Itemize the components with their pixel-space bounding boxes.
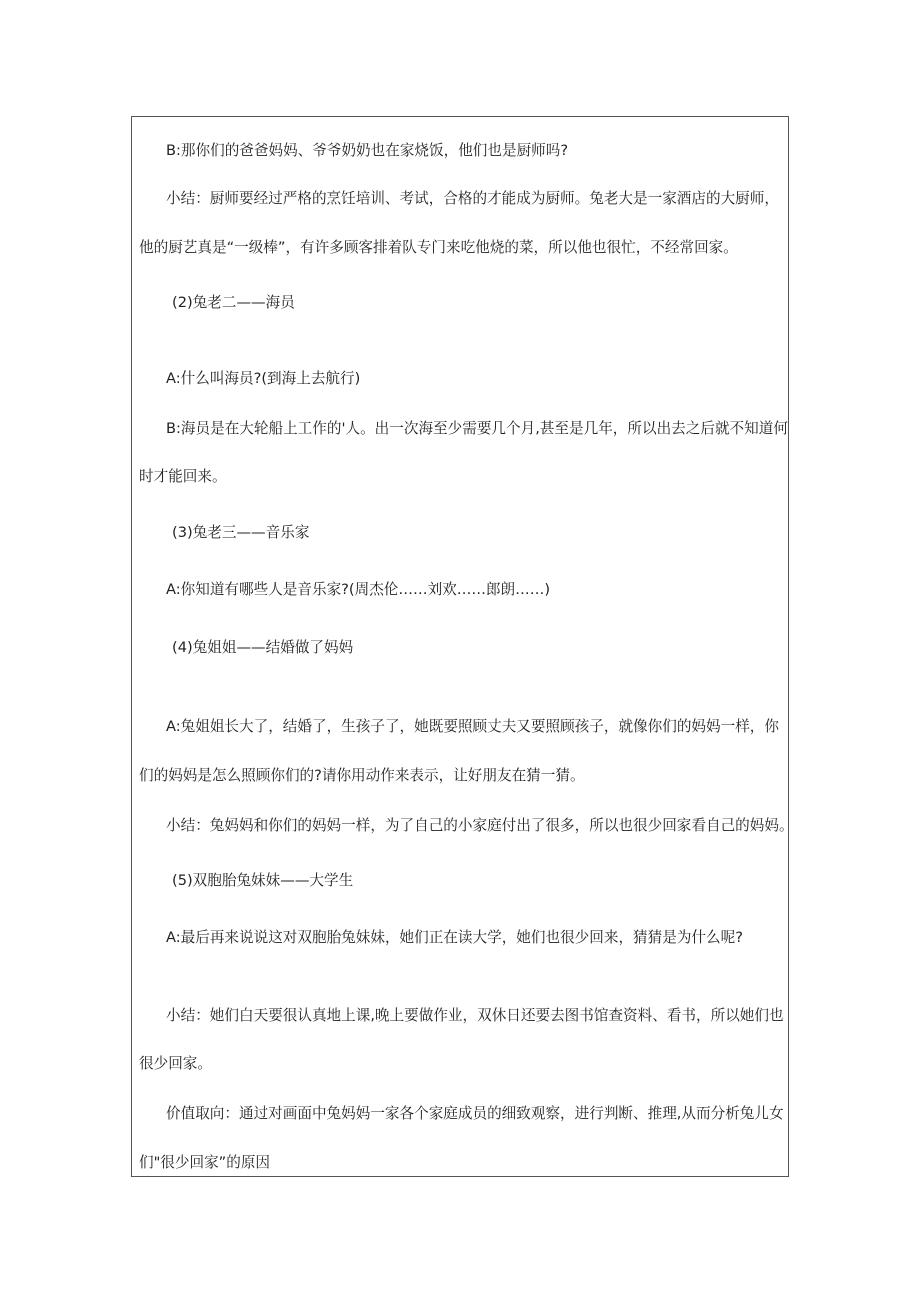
value-orientation-line-continued: 们"很少回家”的原因 bbox=[139, 1154, 271, 1171]
summary-line: 小结：兔妈妈和你们的妈妈一样，为了自己的小家庭付出了很多，所以也很少回家看自己的妈妈。 bbox=[166, 817, 794, 834]
question-line: A:兔姐姐长大了，结婚了，生孩子了，她既要照顾丈夫又要照顾孩子，就像你们的妈妈一样，你 bbox=[166, 718, 779, 735]
section-heading: (2)兔老二——海员 bbox=[172, 294, 295, 311]
section-heading: (5)双胞胎兔妹妹——大学生 bbox=[172, 872, 354, 889]
paragraph-line: B:海员是在大轮船上工作的'人。出一次海至少需要几个月,甚至是几年，所以出去之后就不知道何 bbox=[166, 420, 788, 437]
question-line: A:最后再来说说这对双胞胎兔妹妹，她们正在读大学，她们也很少回来，猜猜是为什么呢? bbox=[166, 929, 743, 946]
question-line: A:你知道有哪些人是音乐家?(周杰伦……刘欢……郎朗……) bbox=[166, 581, 551, 598]
summary-line-continued: 很少回家。 bbox=[139, 1055, 212, 1072]
question-line: A:什么叫海员?(到海上去航行) bbox=[166, 370, 361, 387]
summary-line-continued: 他的厨艺真是“一级棒”，有许多顾客排着队专门来吃他烧的菜，所以他也很忙，不经常回家。 bbox=[139, 239, 738, 256]
section-heading: (3)兔老三——音乐家 bbox=[172, 524, 310, 541]
paragraph-line: B:那你们的爸爸妈妈、爷爷奶奶也在家烧饭，他们也是厨师吗? bbox=[166, 142, 569, 159]
value-orientation-line: 价值取向：通过对画面中兔妈妈一家各个家庭成员的细致观察，进行判断、推理,从而分析兔儿女 bbox=[166, 1105, 784, 1122]
summary-line: 小结：厨师要经过严格的烹饪培训、考试，合格的才能成为厨师。兔老大是一家酒店的大厨师， bbox=[166, 190, 779, 207]
paragraph-line-continued: 时才能回来。 bbox=[139, 468, 227, 485]
section-heading: (4)兔姐姐——结婚做了妈妈 bbox=[172, 639, 354, 656]
question-line-continued: 们的妈妈是怎么照顾你们的?请你用动作来表示，让好朋友在猜一猜。 bbox=[139, 767, 585, 784]
summary-line: 小结：她们白天要很认真地上课,晚上要做作业，双休日还要去图书馆查资料、看书，所以她们也 bbox=[166, 1007, 784, 1024]
